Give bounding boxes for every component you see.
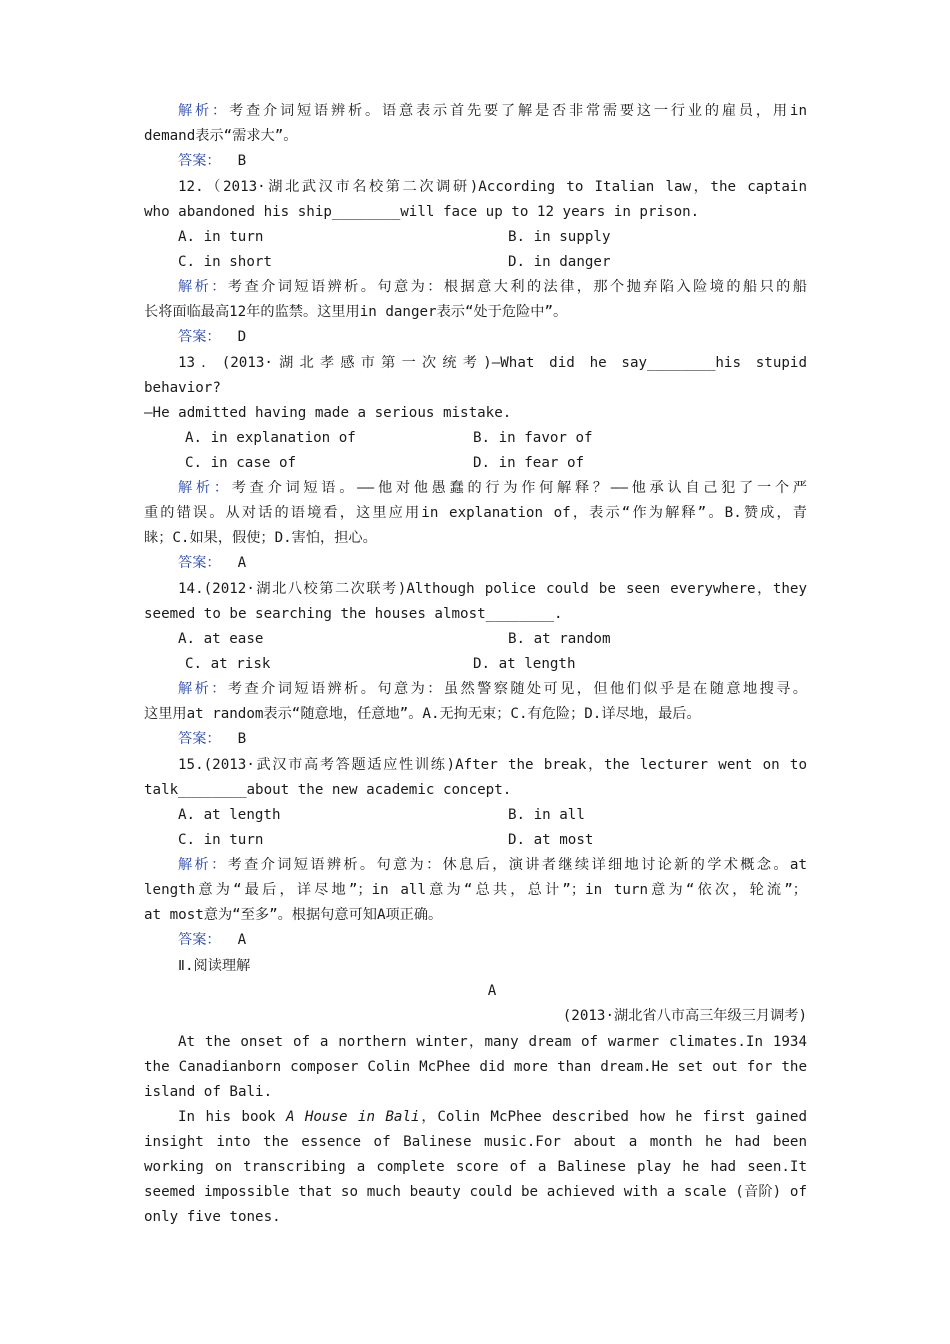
option-a: A. in turn [178, 229, 264, 245]
p2-line-3: working on transcribing a complete score of a Balinese play he had seen.It [144, 1159, 807, 1175]
q11-analysis-line-1: 解析：考查介词短语辨析。语意表示首先要了解是否非常需要这一行业的雇员，用in [178, 103, 807, 119]
q12-analysis-line-1: 解析：考查介词短语辨析。句意为：根据意大利的法律，那个抛弃陷入险境的船只的船 [178, 279, 807, 295]
option-c: C. in turn [178, 832, 264, 848]
analysis-label: 解析： [178, 857, 228, 873]
p2-line-5: only five tones. [144, 1209, 281, 1225]
option-b: B. in all [508, 807, 585, 823]
q12-analysis-line-2: 长将面临最高12年的监禁。这里用in danger表示“处于危险中”。 [144, 304, 568, 320]
passage-source: (2013·湖北省八市高三年级三月调考) [562, 1008, 807, 1024]
analysis-label: 解析： [178, 103, 229, 119]
option-d: D. in fear of [473, 455, 585, 471]
analysis-label: 解析： [178, 279, 228, 295]
answer-label: 答案： [178, 932, 221, 948]
q14-analysis-line-1: 解析：考查介词短语辨析。句意为：虽然警察随处可见，但他们似乎是在随意地搜寻。 [178, 681, 807, 697]
q13-options-row-2 [185, 451, 814, 476]
q13-answer: 答案： A [178, 555, 247, 571]
q12-answer: 答案： D [178, 329, 247, 345]
option-d: D. at most [508, 832, 594, 848]
q12-options-row-1 [178, 225, 807, 250]
option-c: C. in short [178, 254, 272, 270]
answer-label: 答案： [178, 731, 221, 747]
q12-stem-line-2: who abandoned his ship________will face up to 12 years in prison. [144, 204, 700, 220]
p2-line-2: insight into the essence of Balinese music.For about a month he had been [144, 1134, 807, 1150]
option-a: A. in explanation of [185, 430, 356, 446]
option-b: B. at random [508, 631, 611, 647]
q15-stem-line-2: talk________about the new academic concept. [144, 782, 512, 798]
passage-letter: A [487, 983, 497, 999]
option-d: D. in danger [508, 254, 611, 270]
q14-options-row-2 [185, 652, 814, 677]
section-heading: Ⅱ.阅读理解 [178, 958, 251, 974]
option-b: B. in favor of [473, 430, 593, 446]
q15-options-row-1 [178, 803, 807, 828]
p1-line-2: the Canadianborn composer Colin McPhee did more than dream.He set out for the [144, 1059, 807, 1075]
q14-analysis-line-2: 这里用at random表示“随意地，任意地”。A.无拘无束；C.有危险；D.详尽地，最后。 [144, 706, 701, 722]
q13-analysis-line-3: 睐；C.如果，假使；D.害怕，担心。 [144, 530, 377, 546]
option-c: C. at risk [185, 656, 271, 672]
book-title: A House in Bali [285, 1109, 420, 1125]
q15-options-row-2 [178, 828, 807, 853]
option-a: A. at ease [178, 631, 264, 647]
p2-line-1: In his book A House in Bali，Colin McPhee described how he first gained [178, 1109, 808, 1125]
q12-options-row-2 [178, 250, 807, 275]
p1-line-1: At the onset of a northern winter，many dream of warmer climates.In 1934 [178, 1034, 807, 1050]
q13-stem-line-1: 13．(2013·湖北孝感市第一次统考)—What did he say________his stupid [178, 355, 807, 371]
analysis-label: 解析： [178, 681, 228, 697]
q14-stem-line-1: 14.(2012·湖北八校第二次联考)Although police could be seen everywhere，they [178, 581, 807, 597]
q13-analysis-line-1: 解析：考查介词短语。——他对他愚蠢的行为作何解释？——他承认自己犯了一个严 [178, 480, 807, 496]
q12-stem-line-1: 12.（2013·湖北武汉市名校第二次调研)According to Italian law，the captain [178, 179, 807, 195]
q15-analysis-line-2: length意为“最后，详尽地”；in all意为“总共，总计”；in turn意为“依次，轮流”； [144, 882, 807, 898]
q13-stem-line-2: behavior? [144, 380, 221, 396]
q15-analysis-line-1: 解析：考查介词短语辨析。句意为：休息后，演讲者继续详细地讨论新的学术概念。at [178, 857, 807, 873]
analysis-label: 解析： [178, 480, 232, 496]
option-a: A. at length [178, 807, 281, 823]
option-d: D. at length [473, 656, 576, 672]
q15-answer: 答案： A [178, 932, 247, 948]
answer-label: 答案： [178, 153, 221, 169]
answer-label: 答案： [178, 555, 221, 571]
p1-line-3: island of Bali. [144, 1084, 273, 1100]
p2-line-4: seemed impossible that so much beauty could be achieved with a scale (音阶) of [144, 1184, 807, 1200]
answer-label: 答案： [178, 329, 221, 345]
q14-answer: 答案： B [178, 731, 247, 747]
q14-stem-line-2: seemed to be searching the houses almost________. [144, 606, 563, 622]
q14-options-row-1 [178, 627, 807, 652]
q13-options-row-1 [185, 426, 814, 451]
q11-answer: 答案： B [178, 153, 247, 169]
q15-analysis-line-3: at most意为“至多”。根据句意可知A项正确。 [144, 907, 443, 923]
q13-analysis-line-2: 重的错误。从对话的语境看，这里应用in explanation of，表示“作为解释”。B.赞成，青 [144, 505, 807, 521]
q11-analysis-line-2: demand表示“需求大”。 [144, 128, 298, 144]
q15-stem-line-1: 15.(2013·武汉市高考答题适应性训练)After the break，the lecturer went on to [178, 757, 807, 773]
option-c: C. in case of [185, 455, 297, 471]
option-b: B. in supply [508, 229, 611, 245]
q13-stem-line-3: —He admitted having made a serious mistake. [144, 405, 512, 421]
